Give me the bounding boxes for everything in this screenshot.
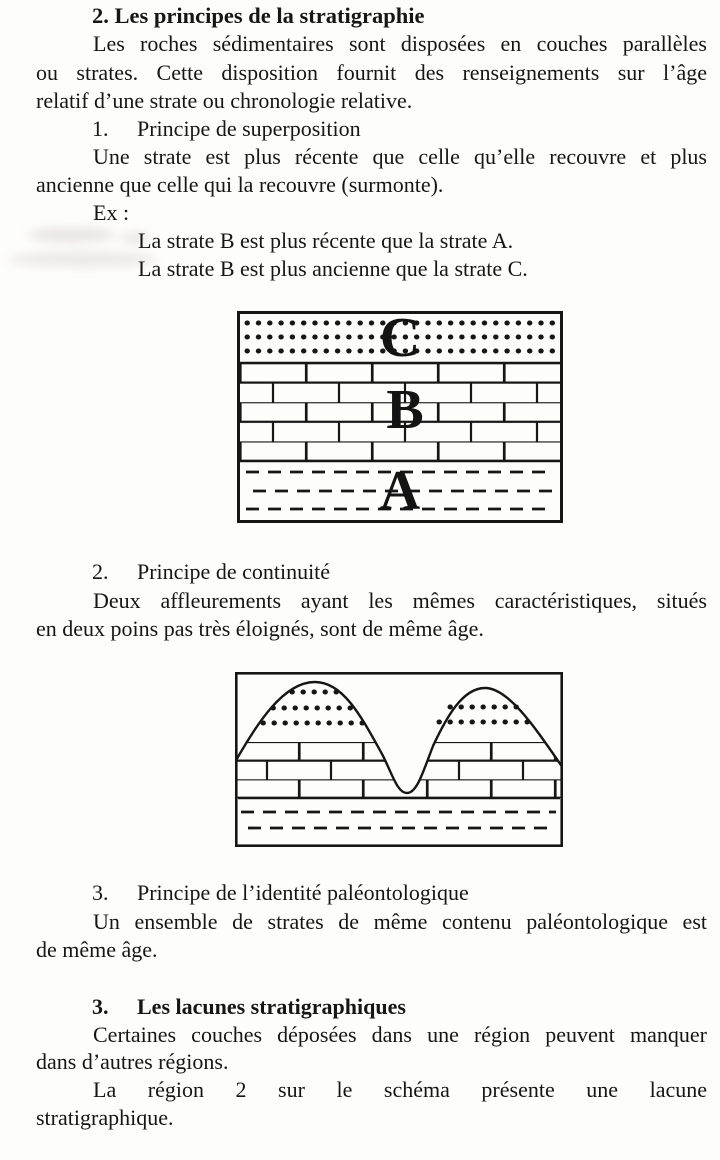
layer-label-c: C [379, 311, 421, 369]
paragraph-line: ou strates. Cette disposition fournit des renseignements sur l’âge [36, 60, 707, 85]
example-line: La strate B est plus récente que la strate A. [138, 228, 514, 253]
paragraph-line: en deux poins pas très éloignés, sont de même âge. [36, 616, 484, 641]
numbered-item-superposition [36, 115, 707, 143]
item-title: Principe de continuité [137, 559, 331, 584]
item-title: Principe de l’identité paléontologique [137, 880, 469, 905]
dash-layer [241, 812, 556, 828]
paragraph-line: Un ensemble de strates de même contenu paléontologique est [93, 909, 707, 934]
section-heading-lacunes [36, 993, 707, 1021]
numbered-item-identite [36, 879, 707, 907]
item-title: Principe de superposition [137, 116, 361, 141]
paragraph-line: ancienne que celle qui la recouvre (surmonte). [36, 172, 444, 197]
paragraph-line: Deux affleurements ayant les mêmes caractéristiques, situés [93, 588, 707, 613]
section-heading: 2. Les principes de la stratigraphie [92, 3, 425, 28]
example-label: Ex : [93, 200, 130, 225]
layer-label-b: B [386, 379, 424, 441]
strata-diagram [237, 311, 563, 523]
paragraph-line: stratigraphique. [36, 1105, 174, 1130]
paragraph-line: relatif d’une strate ou chronologie relative. [36, 88, 413, 113]
item-number: 3. [92, 994, 109, 1019]
item-title: Les lacunes stratigraphiques [137, 994, 406, 1019]
paragraph-line: La région 2 sur le schéma présente une lacune [93, 1077, 707, 1102]
outcrop-diagram [235, 672, 563, 847]
layer-label-a: A [379, 460, 421, 522]
paragraph-line: Certaines couches déposées dans une région peuvent manquer [93, 1022, 707, 1047]
item-number: 1. [92, 116, 109, 141]
paragraph-line: Les roches sédimentaires sont disposées en couches parallèles [93, 31, 707, 56]
paragraph-line: dans d’autres régions. [36, 1049, 229, 1074]
example-line: La strate B est plus ancienne que la strate C. [138, 256, 528, 281]
item-number: 2. [92, 559, 109, 584]
paragraph-line: de même âge. [36, 937, 158, 962]
figure-continuite [235, 672, 563, 847]
paragraph-line: Une strate est plus récente que celle qu’elle recouvre et plus [93, 144, 707, 169]
numbered-item-continuite [36, 558, 707, 586]
dot-layer [263, 692, 528, 723]
item-number: 3. [92, 880, 109, 905]
figure-superposition [237, 311, 563, 523]
